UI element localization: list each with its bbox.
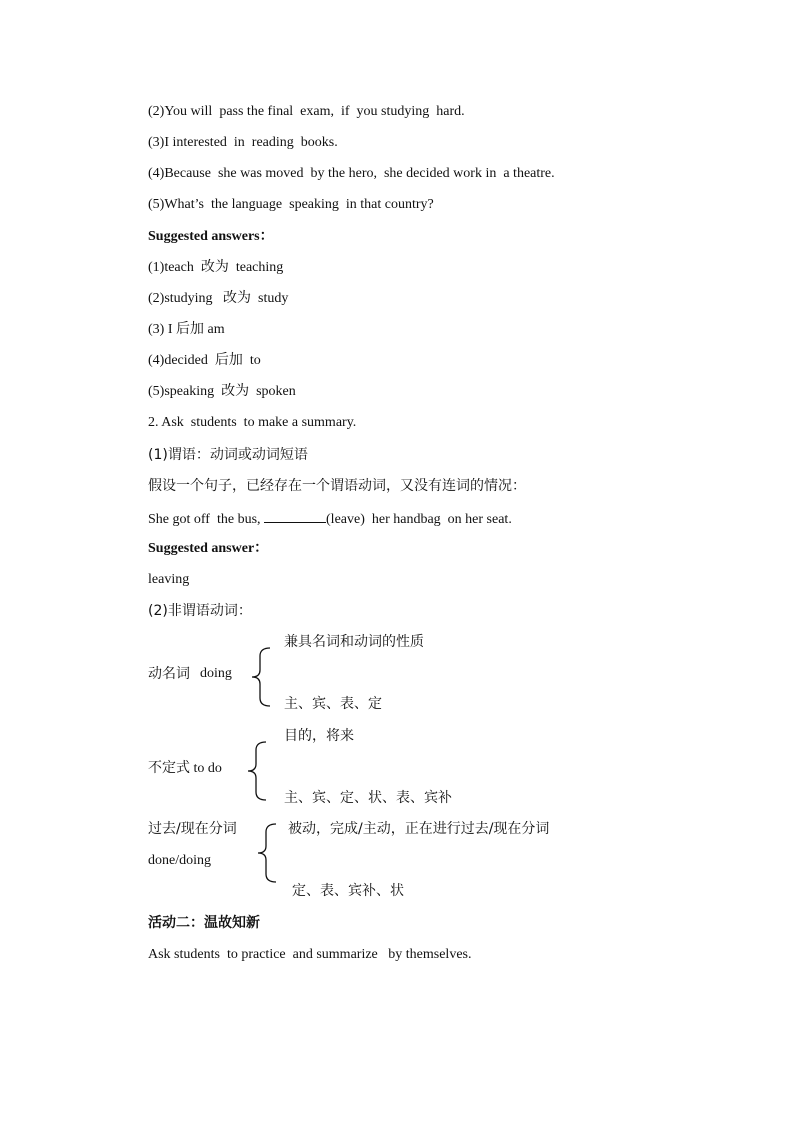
gerund-label-en: doing xyxy=(200,666,232,681)
activity-2-text: Ask students to practice and summarize by themselves. xyxy=(148,947,472,962)
answer-leaving: leaving xyxy=(148,572,190,587)
gerund-functions: 主、宾、表、定 xyxy=(284,696,382,712)
answer-4: (4)decided 后加 to xyxy=(148,353,261,368)
infinitive-functions: 主、宾、定、状、表、宾补 xyxy=(284,790,452,806)
gerund-property: 兼具名词和动词的性质 xyxy=(284,634,424,650)
question-3: (3)I interested in reading books. xyxy=(148,135,338,150)
example-sentence xyxy=(148,509,512,529)
example-after: (leave) her handbag on her seat. xyxy=(326,512,512,527)
fill-blank xyxy=(264,509,326,523)
gerund-brace xyxy=(248,646,272,708)
participle-brace xyxy=(254,822,278,884)
question-5: (5)What’s the language speaking in that country? xyxy=(148,197,434,212)
participle-functions: 定、表、宾补、状 xyxy=(292,883,404,899)
example-before: She got off the bus, xyxy=(148,512,265,527)
nonpredicate-heading: (2)非谓语动词： xyxy=(148,603,252,619)
participle-label-en: done/doing xyxy=(148,853,211,868)
predicate-heading: (1)谓语：动词或动词短语 xyxy=(148,447,308,463)
gerund-label: 动名词 xyxy=(148,666,190,682)
infinitive-label: 不定式 to do xyxy=(148,760,222,776)
answer-2: (2)studying 改为 study xyxy=(148,291,289,306)
question-4: (4)Because she was moved by the hero, she decided work in a theatre. xyxy=(148,166,555,181)
answer-1: (1)teach 改为 teaching xyxy=(148,260,284,275)
predicate-description: 假设一个句子，已经存在一个谓语动词，又没有连词的情况： xyxy=(148,478,526,494)
infinitive-brace xyxy=(244,740,268,802)
suggested-answers-heading: Suggested answers： xyxy=(148,229,274,244)
answer-3: (3) I 后加 am xyxy=(148,322,225,337)
infinitive-property: 目的，将来 xyxy=(284,728,354,744)
answer-5: (5)speaking 改为 spoken xyxy=(148,384,296,399)
activity-2-heading: 活动二：温故知新 xyxy=(148,915,260,931)
task-2: 2. Ask students to make a summary. xyxy=(148,415,357,430)
participle-label-cn: 过去/现在分词 xyxy=(148,821,237,837)
suggested-answer-heading: Suggested answer： xyxy=(148,541,269,556)
question-2: (2)You will pass the final exam, if you studying hard. xyxy=(148,104,465,119)
participle-property: 被动，完成/主动，正在进行过去/现在分词 xyxy=(288,821,550,837)
